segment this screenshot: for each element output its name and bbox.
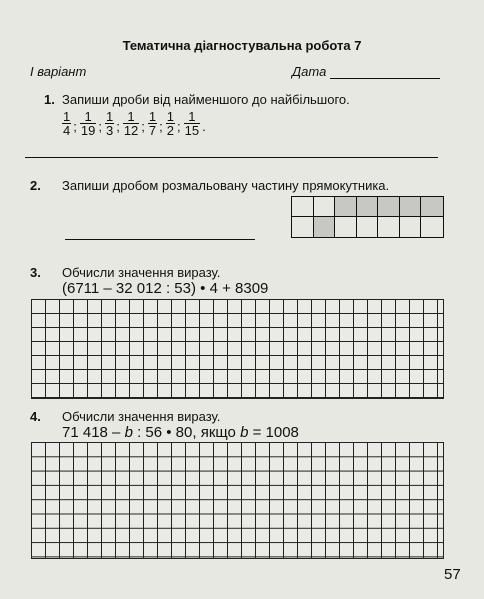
task4-number: 4. — [30, 409, 41, 424]
task4-expr-part1: 71 418 – — [62, 424, 125, 441]
task4-grid[interactable] — [31, 442, 444, 559]
rectangle-cell — [400, 217, 422, 237]
fraction-separator: ; — [73, 119, 77, 134]
fraction — [80, 110, 96, 137]
task1-text: Запиши дроби від найменшого до найбільшого. — [62, 92, 350, 107]
rectangle-cell — [314, 197, 336, 217]
fraction — [184, 110, 200, 137]
date-line[interactable] — [330, 66, 440, 79]
fraction-numerator: 1 — [148, 109, 157, 124]
rectangle-cell — [400, 197, 422, 217]
task2-answer-line[interactable] — [65, 239, 255, 240]
rectangle-cell — [314, 217, 336, 237]
fraction-separator: ; — [141, 119, 145, 134]
fraction-denominator: 3 — [105, 123, 114, 138]
fraction-denominator: 4 — [63, 123, 71, 138]
fraction-denominator: 19 — [80, 123, 96, 138]
rectangle-cell — [335, 217, 357, 237]
fraction-denominator: 12 — [123, 123, 139, 138]
task3-number: 3. — [30, 265, 41, 280]
fraction-denominator: 7 — [148, 123, 157, 138]
rectangle-cell — [357, 217, 379, 237]
task4-expr-part3: = 1008 — [248, 424, 299, 441]
fraction-end-mark: . — [202, 119, 206, 134]
fraction-denominator: 2 — [166, 123, 174, 138]
fraction-separator: ; — [116, 119, 120, 134]
task1-answer-line[interactable] — [25, 157, 438, 158]
fraction-numerator: 1 — [166, 109, 174, 124]
rectangle-cell — [357, 197, 379, 217]
fraction-separator: ; — [98, 119, 102, 134]
rectangle-cell — [378, 197, 400, 217]
fraction-numerator: 1 — [127, 109, 135, 124]
rectangle-cell — [378, 217, 400, 237]
fraction — [123, 110, 139, 137]
task4-text: Обчисли значення виразу. — [62, 409, 221, 424]
task4-var-b-2: b — [240, 424, 249, 441]
fraction — [166, 110, 175, 137]
fraction-separator: ; — [177, 119, 181, 134]
task4-expr-part2: : 56 • 80, якщо — [132, 424, 241, 441]
fraction-numerator: 1 — [84, 109, 92, 124]
task1-fractions — [62, 110, 209, 137]
rectangle-cell — [421, 217, 443, 237]
date-label: Дата — [292, 64, 327, 79]
task1-number: 1. — [44, 92, 55, 107]
fraction-denominator: 15 — [184, 123, 200, 138]
task4-expression — [62, 424, 299, 441]
task2-rectangle — [291, 196, 444, 238]
rectangle-cell — [292, 197, 314, 217]
rectangle-cell — [421, 197, 443, 217]
variant-label: І варіант — [30, 64, 87, 79]
fraction — [105, 110, 114, 137]
task3-text: Обчисли значення виразу. — [62, 265, 221, 280]
rectangle-cell — [335, 197, 357, 217]
fraction-numerator: 1 — [63, 109, 71, 124]
task3-grid[interactable] — [31, 299, 444, 399]
task2-text: Запиши дробом розмальовану частину прямокутника. — [62, 178, 390, 193]
rectangle-cell — [292, 217, 314, 237]
page-title: Тематична діагностувальна робота 7 — [122, 38, 362, 53]
fraction — [148, 110, 157, 137]
fraction — [62, 110, 71, 137]
date-field[interactable] — [292, 64, 440, 79]
fraction-numerator: 1 — [188, 109, 196, 124]
task3-expression: (6711 – 32 012 : 53) • 4 + 8309 — [62, 280, 269, 297]
fraction-numerator: 1 — [105, 109, 114, 124]
task4-var-b: b — [124, 424, 133, 441]
page-number: 57 — [444, 566, 461, 583]
fraction-separator: ; — [159, 119, 163, 134]
task2-number: 2. — [30, 178, 41, 193]
